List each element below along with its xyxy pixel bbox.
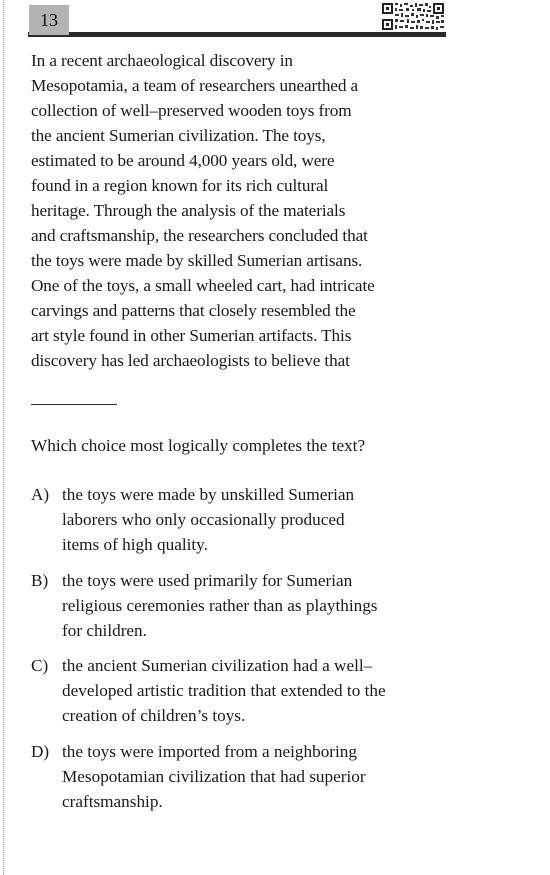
choice-line: religious ceremonies rather than as playthings (62, 596, 378, 615)
choice-line: the toys were imported from a neighboring (62, 742, 357, 761)
passage-line: Mesopotamia, a team of researchers unearthed a (31, 76, 359, 95)
passage-line: carvings and patterns that closely resembled the (31, 301, 356, 320)
passage-line: art style found in other Sumerian artifacts. This (31, 326, 352, 345)
qr-code-icon (381, 2, 445, 32)
choice-line: Mesopotamian civilization that had superior (62, 767, 366, 786)
passage-line: estimated to be around 4,000 years old, were (31, 151, 335, 170)
passage-line: the toys were made by skilled Sumerian artisans. (31, 251, 363, 270)
choice-line: the toys were made by unskilled Sumerian (62, 485, 355, 504)
page-edge-dotted-line (3, 0, 4, 875)
choice-letter: B) (31, 571, 49, 590)
passage-line: One of the toys, a small wheeled cart, had intricate (31, 276, 375, 295)
passage-line: found in a region known for its rich cultural (31, 176, 329, 195)
choice-text (62, 482, 354, 557)
choice-line: the ancient Sumerian civilization had a well– (62, 656, 373, 675)
question-prompt: Which choice most logically completes the text? (31, 436, 366, 455)
choice-line: laborers who only occasionally produced (62, 510, 345, 529)
passage-line: heritage. Through the analysis of the materials (31, 201, 346, 220)
choice-line: items of high quality. (62, 535, 208, 554)
passage-line: discovery has led archaeologists to believe that (31, 351, 350, 370)
passage-line: In a recent archaeological discovery in (31, 51, 293, 70)
choice-text (62, 653, 386, 728)
choice-line: craftsmanship. (62, 792, 163, 811)
choice-text (62, 739, 366, 814)
choice-line: the toys were used primarily for Sumerian (62, 571, 353, 590)
choice-letter: D) (31, 742, 50, 761)
choice-letter: C) (31, 656, 49, 675)
passage-text (31, 48, 456, 373)
choice-line: for children. (62, 621, 147, 640)
answer-blank (31, 404, 117, 405)
choice-text (62, 568, 378, 643)
choice-letter: A) (31, 485, 50, 504)
header-rule (28, 32, 446, 37)
choice-line: creation of children’s toys. (62, 706, 246, 725)
choice-line: developed artistic tradition that extended to the (62, 681, 386, 700)
passage-line: collection of well–preserved wooden toys from (31, 101, 352, 120)
passage-line: and craftsmanship, the researchers concluded that (31, 226, 368, 245)
question-number-badge: 13 (29, 5, 69, 35)
passage-line: the ancient Sumerian civilization. The toys, (31, 126, 326, 145)
